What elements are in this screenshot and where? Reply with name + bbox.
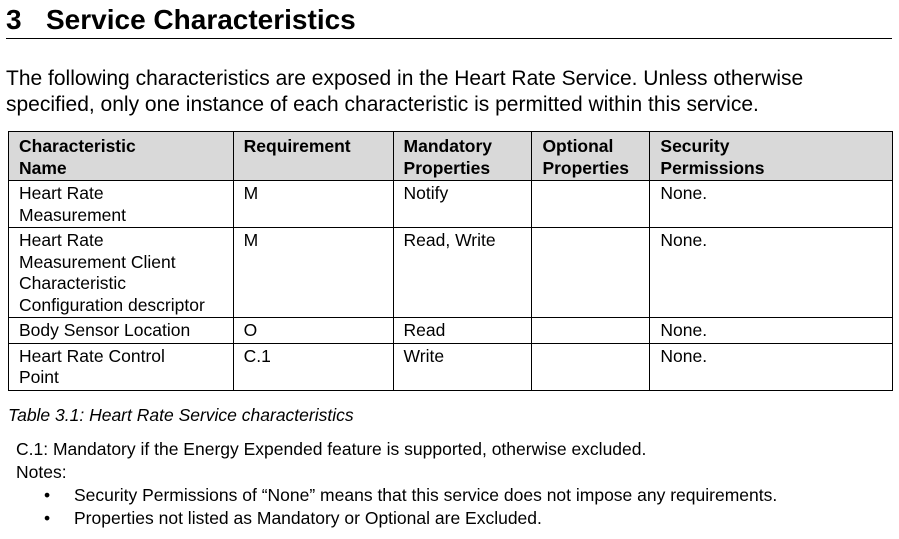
cell-name: Heart Rate Control Point bbox=[9, 343, 234, 390]
cell-security: None. bbox=[650, 228, 893, 318]
table-header-row bbox=[9, 132, 893, 181]
cell-optional bbox=[532, 343, 650, 390]
header-characteristic-name: Characteristic Name bbox=[9, 132, 234, 181]
cell-mandatory: Read, Write bbox=[393, 228, 532, 318]
cell-mandatory: Notify bbox=[393, 181, 532, 228]
cell-security: None. bbox=[650, 318, 893, 344]
table-row bbox=[9, 181, 893, 228]
notes-list bbox=[40, 484, 777, 530]
header-optional-properties: Optional Properties bbox=[532, 132, 650, 181]
cell-requirement: C.1 bbox=[233, 343, 393, 390]
note-text: Security Permissions of “None” means that this service does not impose any requirements. bbox=[74, 485, 778, 505]
bullet-icon: • bbox=[44, 508, 51, 528]
cell-mandatory: Read bbox=[393, 318, 532, 344]
header-security-permissions: Security Permissions bbox=[650, 132, 893, 181]
bullet-icon: • bbox=[44, 485, 51, 505]
intro-paragraph bbox=[6, 66, 892, 118]
cell-mandatory: Write bbox=[393, 343, 532, 390]
cell-requirement: M bbox=[233, 228, 393, 318]
list-item bbox=[40, 507, 777, 530]
intro-line: specified, only one instance of each characteristic is permitted within this service. bbox=[6, 93, 759, 116]
cell-security: None. bbox=[650, 181, 893, 228]
section-heading bbox=[6, 2, 892, 39]
cell-requirement: O bbox=[233, 318, 393, 344]
section-title: Service Characteristics bbox=[46, 4, 356, 35]
section-number: 3 bbox=[6, 4, 22, 35]
table-row bbox=[9, 228, 893, 318]
cell-optional bbox=[532, 228, 650, 318]
note-text: Properties not listed as Mandatory or Optional are Excluded. bbox=[74, 508, 542, 528]
cell-optional bbox=[532, 181, 650, 228]
header-requirement: Requirement bbox=[233, 132, 393, 181]
cell-name: Body Sensor Location bbox=[9, 318, 234, 344]
notes-label: Notes: bbox=[16, 462, 67, 482]
characteristics-table bbox=[8, 131, 893, 391]
table-caption: Table 3.1: Heart Rate Service characteristics bbox=[8, 405, 354, 425]
cell-optional bbox=[532, 318, 650, 344]
cell-requirement: M bbox=[233, 181, 393, 228]
condition-footnote: C.1: Mandatory if the Energy Expended feature is supported, otherwise excluded. bbox=[16, 439, 647, 459]
table-row bbox=[9, 318, 893, 344]
cell-name: Heart Rate Measurement Client Characteristic Configuration descriptor bbox=[9, 228, 234, 318]
header-mandatory-properties: Mandatory Properties bbox=[393, 132, 532, 181]
cell-security: None. bbox=[650, 343, 893, 390]
table-row bbox=[9, 343, 893, 390]
list-item bbox=[40, 484, 777, 507]
intro-line: The following characteristics are exposed in the Heart Rate Service. Unless otherwise bbox=[6, 67, 804, 90]
cell-name: Heart Rate Measurement bbox=[9, 181, 234, 228]
